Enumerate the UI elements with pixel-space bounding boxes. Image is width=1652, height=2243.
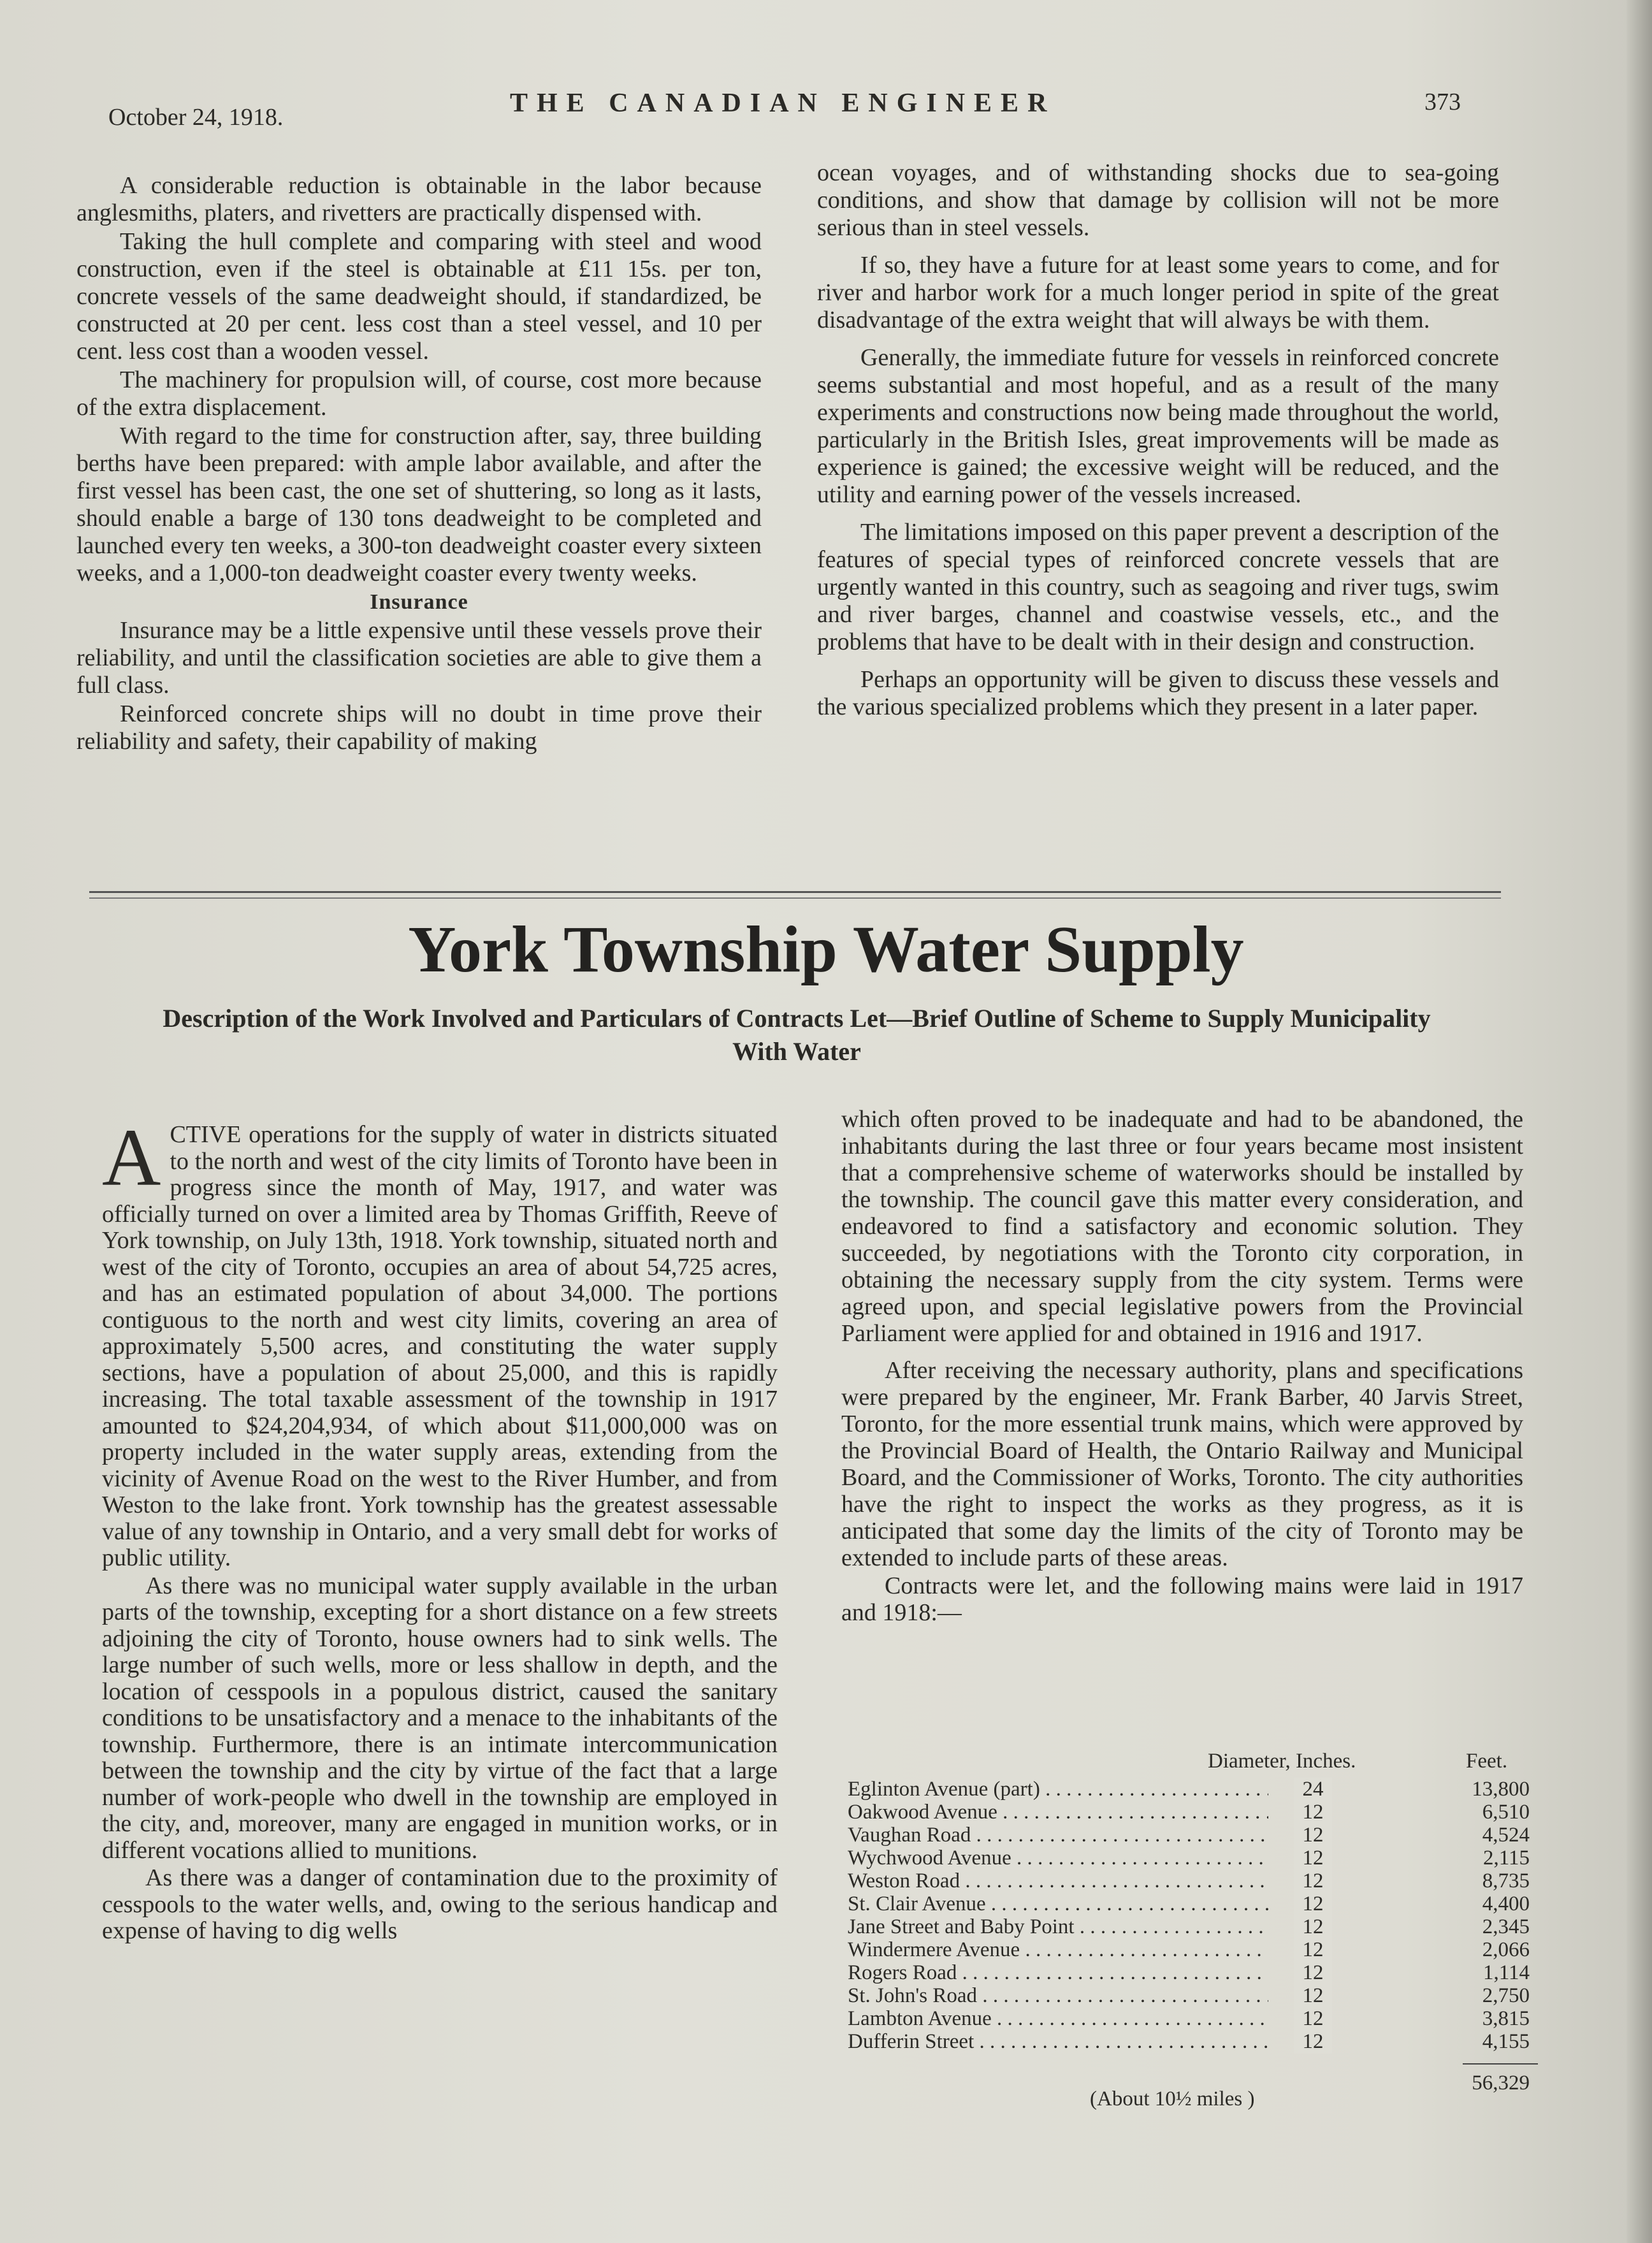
main-name: Jane Street and Baby Point . . . <box>848 1915 1268 1939</box>
running-header <box>108 84 1485 131</box>
paragraph: The machinery for propulsion will, of course, cost more because of the extra displacement. <box>76 367 762 421</box>
lead-text: CTIVE operations for the supply of water in districts situated to the north and west of the city limits of Toronto have been in progress since the month of May, 1917, and water was officially turned on over a limited area by Thomas Griffith, Reeve of York township, on July 13th, 1918. York township, situated north and west of the city of Toronto, occupies an area of about 54,725 acres, and has an estimated population of about 34,000. The portions contiguous to the north and west city limits, covering an area of approximately 5,500 acres, and constituting the water supply sections, have a population of about 25,000, and this is rapidly increasing. The total taxable assessment of the township in 1917 amounted to $24,204,934, of which about $11,000,000 was on property included in the water supply areas, extending from the vicinity of Avenue Road on the west to the River Humber, and from Weston to the lake front. York township has the greatest assessable value of any township in Ontario, and a very small debt for works of public utility. <box>102 1121 778 1571</box>
main-name: Windermere Avenue . . . <box>848 1938 1268 1962</box>
top-left-column <box>76 172 762 755</box>
main-feet: 4,155 <box>1482 2030 1530 2053</box>
paragraph: If so, they have a future for at least some years to come, and for river and harbor work for a much longer period in spite of the great disadvantage of the extra weight that will always be with them. <box>817 252 1499 333</box>
table-row <box>848 1961 1542 1984</box>
bottom-left-column <box>102 1112 778 1945</box>
table-row <box>848 1847 1542 1869</box>
main-diameter: 12 <box>1294 1892 1332 1916</box>
diameter-column-header: Diameter, Inches. <box>1208 1750 1356 1773</box>
table-row <box>848 1892 1542 1915</box>
total-miles-note: (About 10½ miles ) <box>1090 2087 1255 2110</box>
paragraph: Generally, the immediate future for vessels in reinforced concrete seems substantial and most hopeful, and as a result of the many experiments and constructions now being made throughout the world, particularly in the British Isles, great improvements will be made as experience is gained; the excessive weight will be reduced, and the utility and earning power of the vessels increased. <box>817 344 1499 508</box>
main-feet: 2,345 <box>1482 1915 1530 1938</box>
main-feet: 8,735 <box>1482 1869 1530 1892</box>
drop-cap: A <box>102 1112 161 1203</box>
paragraph: Reinforced concrete ships will no doubt in time prove their reliability and safety, their capability of making <box>76 700 762 755</box>
main-diameter: 12 <box>1294 1824 1332 1847</box>
main-name: Vaughan Road . . . <box>848 1824 1268 1847</box>
table-row <box>848 2007 1542 2030</box>
main-feet: 13,800 <box>1472 1778 1530 1801</box>
table-row <box>848 1801 1542 1824</box>
section-divider <box>89 891 1501 893</box>
table-row <box>848 2030 1542 2053</box>
paragraph: The limitations imposed on this paper prevent a description of the features of special types of reinforced concrete vessels that are urgently wanted in this country, such as seagoing and river tugs, swim and river barges, channel and coastwise vessels, etc., and the problems that have to be dealt with in their design and construction. <box>817 519 1499 655</box>
total-feet: 56,329 <box>1472 2072 1530 2094</box>
main-name: Oakwood Avenue . . . <box>848 1801 1268 1824</box>
main-diameter: 12 <box>1294 1847 1332 1870</box>
main-name: Lambton Avenue . . . <box>848 2007 1268 2031</box>
main-name: St. Clair Avenue . . . <box>848 1892 1268 1916</box>
section-divider <box>89 897 1501 899</box>
section-subhead: Insurance <box>370 590 468 614</box>
main-diameter: 12 <box>1294 1915 1332 1939</box>
main-diameter: 12 <box>1294 1869 1332 1893</box>
article-title: York Township Water Supply <box>408 913 1244 986</box>
paragraph: Taking the hull complete and comparing with steel and wood construction, even if the steel is obtainable at £11 15s. per ton, concrete vessels of the same deadweight should, if standardized, be constructed at 20 per cent. less cost than a steel vessel, and 10 per cent. less cost than a wooden vessel. <box>76 228 762 365</box>
paragraph: As there was no municipal water supply available in the urban parts of the township, excepting for a short distance on a few streets adjoining the city of Toronto, house owners had to sink wells. The large number of such wells, more or less shallow in depth, and the location of cesspools in a populous district, caused the sanitary conditions to be unsatisfactory and a menace to the inhabitants of the township. Furthermore, there is an intimate intercommunication between the township and the city by virtue of the fact that a large number of work-people who dwell in the township are employed in the city, and, moreover, many are engaged in munition works, or in different vocations allied to munitions. <box>102 1572 778 1864</box>
main-feet: 2,115 <box>1482 1847 1530 1869</box>
main-diameter: 12 <box>1294 1961 1332 1985</box>
main-name: Dufferin Street . . . <box>848 2030 1268 2054</box>
page-edge <box>1627 0 1652 2243</box>
issue-date: October 24, 1918. <box>108 104 284 131</box>
paragraph: As there was a danger of contamination due to the proximity of cesspools to the water wells, and, owing to the serious handicap and expense of having to dig wells <box>102 1864 778 1944</box>
main-diameter: 12 <box>1294 2007 1332 2031</box>
total-rule <box>1463 2063 1538 2065</box>
main-feet: 2,066 <box>1482 1938 1530 1961</box>
main-diameter: 12 <box>1294 1938 1332 1962</box>
lead-paragraph <box>102 1112 778 1572</box>
main-feet: 4,400 <box>1482 1892 1530 1915</box>
paragraph: After receiving the necessary authority, plans and specifications were prepared by the engineer, Mr. Frank Barber, 40 Jarvis Street, Toronto, for the more essential trunk mains, which were approved by the Provincial Board of Health, the Ontario Railway and Municipal Board, and the Commissioner of Works, Toronto. The city authorities have the right to inspect the works as they progress, as it is anticipated that some day the limits of the city of Toronto may be extended to include parts of these areas. <box>841 1357 1523 1571</box>
paragraph: Contracts were let, and the following mains were laid in 1917 and 1918:— <box>841 1572 1523 1626</box>
table-row <box>848 1824 1542 1847</box>
paragraph: which often proved to be inadequate and had to be abandoned, the inhabitants during the last three or four years became most insistent that a comprehensive scheme of waterworks should be installed by the township. The council gave this matter every consideration, and endeavored to find a satisfactory and economic solution. They succeeded, by negotiations with the Toronto city corporation, in obtaining the necessary supply from the city system. Terms were agreed upon, and special legislative powers from the Provincial Parliament were applied for and obtained in 1916 and 1917. <box>841 1106 1523 1347</box>
main-feet: 1,114 <box>1482 1961 1530 1984</box>
bottom-right-column <box>841 1106 1523 1626</box>
main-name: Weston Road . . . <box>848 1869 1268 1893</box>
main-feet: 2,750 <box>1482 1984 1530 2007</box>
paragraph: A considerable reduction is obtainable in the labor because anglesmiths, platers, and rivetters are practically dispensed with. <box>76 172 762 226</box>
table-row <box>848 1778 1542 1801</box>
journal-title: THE CANADIAN ENGINEER <box>510 89 1056 118</box>
table-row <box>848 1938 1542 1961</box>
page-number: 373 <box>1424 89 1461 115</box>
table-header <box>848 1750 1542 1778</box>
table-row <box>848 1984 1542 2007</box>
paragraph: With regard to the time for construction after, say, three building berths have been prepared: with ample labor available, and after the first vessel has been cast, the one set of shuttering, so long as it lasts, should enable a barge of 130 tons deadweight to be completed and launched every ten weeks, a 300-ton deadweight coaster every sixteen weeks, and a 1,000-ton deadweight coaster every twenty weeks. <box>76 423 762 586</box>
table-row <box>848 1915 1542 1938</box>
paragraph: ocean voyages, and of withstanding shocks due to sea-going conditions, and show that damage by collision will not be more serious than in steel vessels. <box>817 159 1499 241</box>
main-name: Rogers Road . . . <box>848 1961 1268 1985</box>
table-row <box>848 1869 1542 1892</box>
main-diameter: 12 <box>1294 2030 1332 2054</box>
main-feet: 3,815 <box>1482 2007 1530 2030</box>
main-feet: 4,524 <box>1482 1824 1530 1847</box>
main-name: Wychwood Avenue . . . <box>848 1847 1268 1870</box>
feet-column-header: Feet. <box>1466 1750 1508 1773</box>
top-right-column <box>817 159 1499 721</box>
mains-table <box>848 1750 1542 2110</box>
paragraph: Insurance may be a little expensive until these vessels prove their reliability, and until the classification societies are able to give them a full class. <box>76 617 762 699</box>
main-diameter: 12 <box>1294 1801 1332 1824</box>
paragraph: Perhaps an opportunity will be given to discuss these vessels and the various specialized problems which they present in a later paper. <box>817 666 1499 720</box>
main-name: St. John's Road . . . <box>848 1984 1268 2008</box>
article-subtitle: Description of the Work Involved and Particulars of Contracts Let—Brief Outline of Scheme to Supply Municipality With Water <box>163 1004 1431 1066</box>
main-diameter: 12 <box>1294 1984 1332 2008</box>
main-diameter: 24 <box>1294 1778 1332 1801</box>
main-feet: 6,510 <box>1482 1801 1530 1824</box>
main-name: Eglinton Avenue (part) . . . <box>848 1778 1268 1801</box>
